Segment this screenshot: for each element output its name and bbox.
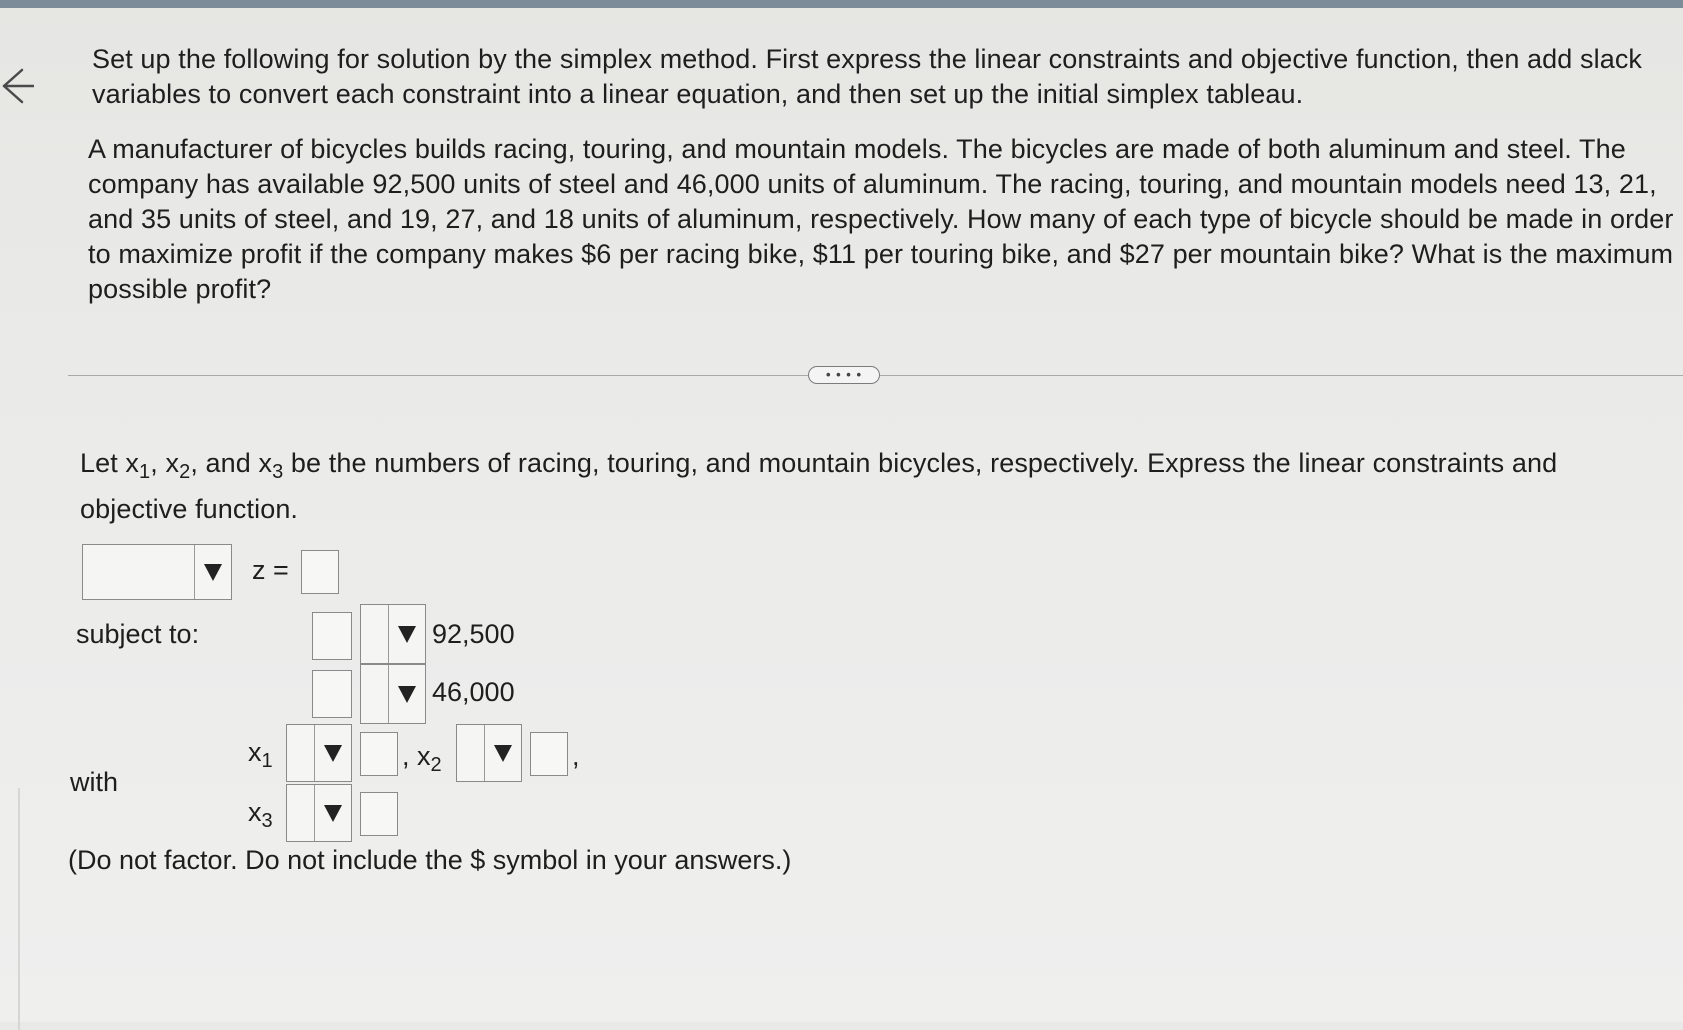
constraint-2-lhs-input[interactable]	[312, 670, 352, 718]
problem-text: A manufacturer of bicycles builds racing, touring, and mountain models. The bicycles are made of both aluminum and steel. The company has available 92,500 units of steel and 46,000 units of aluminum. The racing, touring, and mountain models need 13, 21, and 35 units of steel, and 19, 27, and 18 units of aluminum, respectively. How many of each type of bicycle should be made in order to maximize profit if the company makes $6 per racing bike, $11 per touring bike, and $27 per mountain bike? What is the maximum possible profit?	[88, 134, 1674, 304]
divider-line-right	[880, 375, 1683, 376]
subject-to-label: subject to:	[76, 619, 200, 649]
dropdown-arrow-icon	[484, 725, 521, 781]
x2-trailing-comma: ,	[572, 741, 580, 771]
instructions-text: Set up the following for solution by the simplex method. First express the linear constraints and objective function, then add slack variables to convert each constraint into a linear equation, and then set up the initial simplex tableau.	[92, 44, 1643, 109]
left-margin-rule	[18, 788, 20, 1030]
dropdown-arrow-icon	[388, 665, 425, 723]
x2-bound-input[interactable]	[530, 732, 568, 776]
x2-label: , $x_2$	[402, 741, 442, 776]
intro-text: Let $x_1$, $x_2$, and $x_3$ be the numbers of racing, touring, and mountain bicycles, respectively. Express the linear constraints and objective function.	[80, 448, 1558, 524]
window-top-strip	[0, 0, 1683, 8]
dropdown-arrow-icon	[314, 725, 351, 781]
x1-inequality-dropdown[interactable]	[286, 724, 352, 782]
answer-note: (Do not factor. Do not include the $ symbol in your answers.)	[68, 845, 792, 875]
x2-inequality-dropdown[interactable]	[456, 724, 522, 782]
x1-bound-input[interactable]	[360, 732, 398, 776]
page	[0, 8, 1683, 1022]
back-arrow-icon[interactable]	[0, 66, 34, 106]
z-equals-label: z =	[252, 555, 289, 585]
constraint-2-inequality-dropdown[interactable]	[360, 664, 426, 724]
divider-line-left	[68, 375, 808, 376]
objective-function-input[interactable]	[301, 550, 339, 594]
constraint-2-rhs: 46,000	[432, 677, 515, 707]
x3-bound-input[interactable]	[360, 792, 398, 836]
dropdown-arrow-icon	[388, 605, 425, 663]
x3-label: $x_3$	[248, 797, 273, 832]
with-label: with	[70, 767, 119, 797]
optimize-type-dropdown[interactable]	[82, 544, 232, 600]
x3-inequality-dropdown[interactable]	[286, 784, 352, 842]
constraint-1-inequality-dropdown[interactable]	[360, 604, 426, 664]
show-more-button[interactable]: • • • •	[808, 366, 880, 384]
dropdown-arrow-icon	[194, 545, 231, 599]
constraint-1-rhs: 92,500	[432, 619, 515, 649]
dropdown-arrow-icon	[314, 785, 351, 841]
x1-label: $x_1$	[248, 737, 273, 772]
constraint-1-lhs-input[interactable]	[312, 612, 352, 660]
